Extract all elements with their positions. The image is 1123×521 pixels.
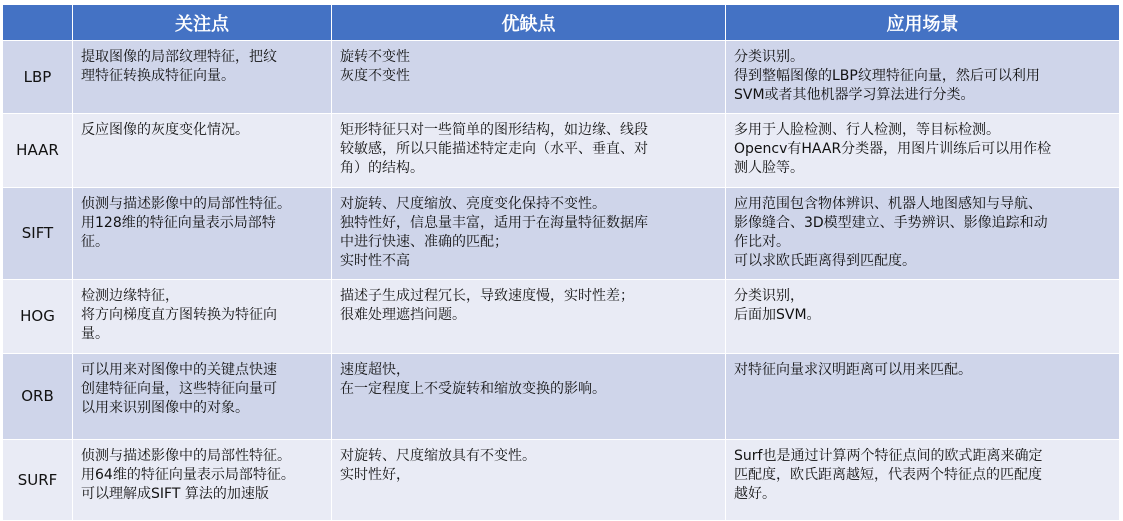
header-name-cell <box>3 5 73 41</box>
row-pros-cons-cell: 矩形特征只对一些简单的图形结构，如边缘、线段 较敏感，所以只能描述特定走向（水平、垂直、对 角）的结构。 <box>332 114 726 188</box>
header-focus-cell: 关注点 <box>73 5 332 41</box>
row-focus-cell: 检测边缘特征， 将方向梯度直方图转换为特征向 量。 <box>73 280 332 354</box>
row-focus-cell: 可以用来对图像中的关键点快速 创建特征向量，这些特征向量可 以用来识别图像中的对象。 <box>73 354 332 440</box>
row-application-cell: 分类识别。 得到整幅图像的LBP纹理特征向量，然后可以利用 SVM或者其他机器学习算法进行分类。 <box>726 41 1120 114</box>
row-name-cell: HOG <box>3 280 73 354</box>
row-application-cell: 多用于人脸检测、行人检测，等目标检测。 Opencv有HAAR分类器，用图片训练后可以用作检 测人脸等。 <box>726 114 1120 188</box>
table-row <box>3 440 1120 521</box>
row-focus-cell: 侦测与描述影像中的局部性特征。 用128维的特征向量表示局部特 征。 <box>73 188 332 280</box>
row-pros-cons-cell: 速度超快， 在一定程度上不受旋转和缩放变换的影响。 <box>332 354 726 440</box>
row-application-cell: Surf也是通过计算两个特征点间的欧式距离来确定 匹配度，欧氏距离越短，代表两个特征点的匹配度 越好。 <box>726 440 1120 521</box>
row-name-cell: SIFT <box>3 188 73 280</box>
row-name-cell: ORB <box>3 354 73 440</box>
row-focus-cell: 反应图像的灰度变化情况。 <box>73 114 332 188</box>
row-application-cell: 分类识别， 后面加SVM。 <box>726 280 1120 354</box>
row-name-cell: LBP <box>3 41 73 114</box>
feature-comparison-table <box>2 4 1120 521</box>
header-application-cell: 应用场景 <box>726 5 1120 41</box>
table-row <box>3 280 1120 354</box>
table-header-row <box>3 5 1120 41</box>
table-row <box>3 354 1120 440</box>
row-focus-cell: 提取图像的局部纹理特征，把纹 理特征转换成特征向量。 <box>73 41 332 114</box>
row-pros-cons-cell: 对旋转、尺度缩放具有不变性。 实时性好， <box>332 440 726 521</box>
table-row <box>3 41 1120 114</box>
row-pros-cons-cell: 描述子生成过程冗长，导致速度慢，实时性差； 很难处理遮挡问题。 <box>332 280 726 354</box>
row-application-cell: 对特征向量求汉明距离可以用来匹配。 <box>726 354 1120 440</box>
table-row <box>3 114 1120 188</box>
row-name-cell: SURF <box>3 440 73 521</box>
comparison-table-wrapper <box>2 4 1119 521</box>
row-application-cell: 应用范围包含物体辨识、机器人地图感知与导航、 影像缝合、3D模型建立、手势辨识、影像追踪和动 作比对。 可以求欧氏距离得到匹配度。 <box>726 188 1120 280</box>
row-pros-cons-cell: 旋转不变性 灰度不变性 <box>332 41 726 114</box>
row-name-cell: HAAR <box>3 114 73 188</box>
row-pros-cons-cell: 对旋转、尺度缩放、亮度变化保持不变性。 独特性好，信息量丰富，适用于在海量特征数据库 中进行快速、准确的匹配； 实时性不高 <box>332 188 726 280</box>
table-row <box>3 188 1120 280</box>
header-pros-cons-cell: 优缺点 <box>332 5 726 41</box>
row-focus-cell: 侦测与描述影像中的局部性特征。 用64维的特征向量表示局部特征。 可以理解成SIFT 算法的加速版 <box>73 440 332 521</box>
